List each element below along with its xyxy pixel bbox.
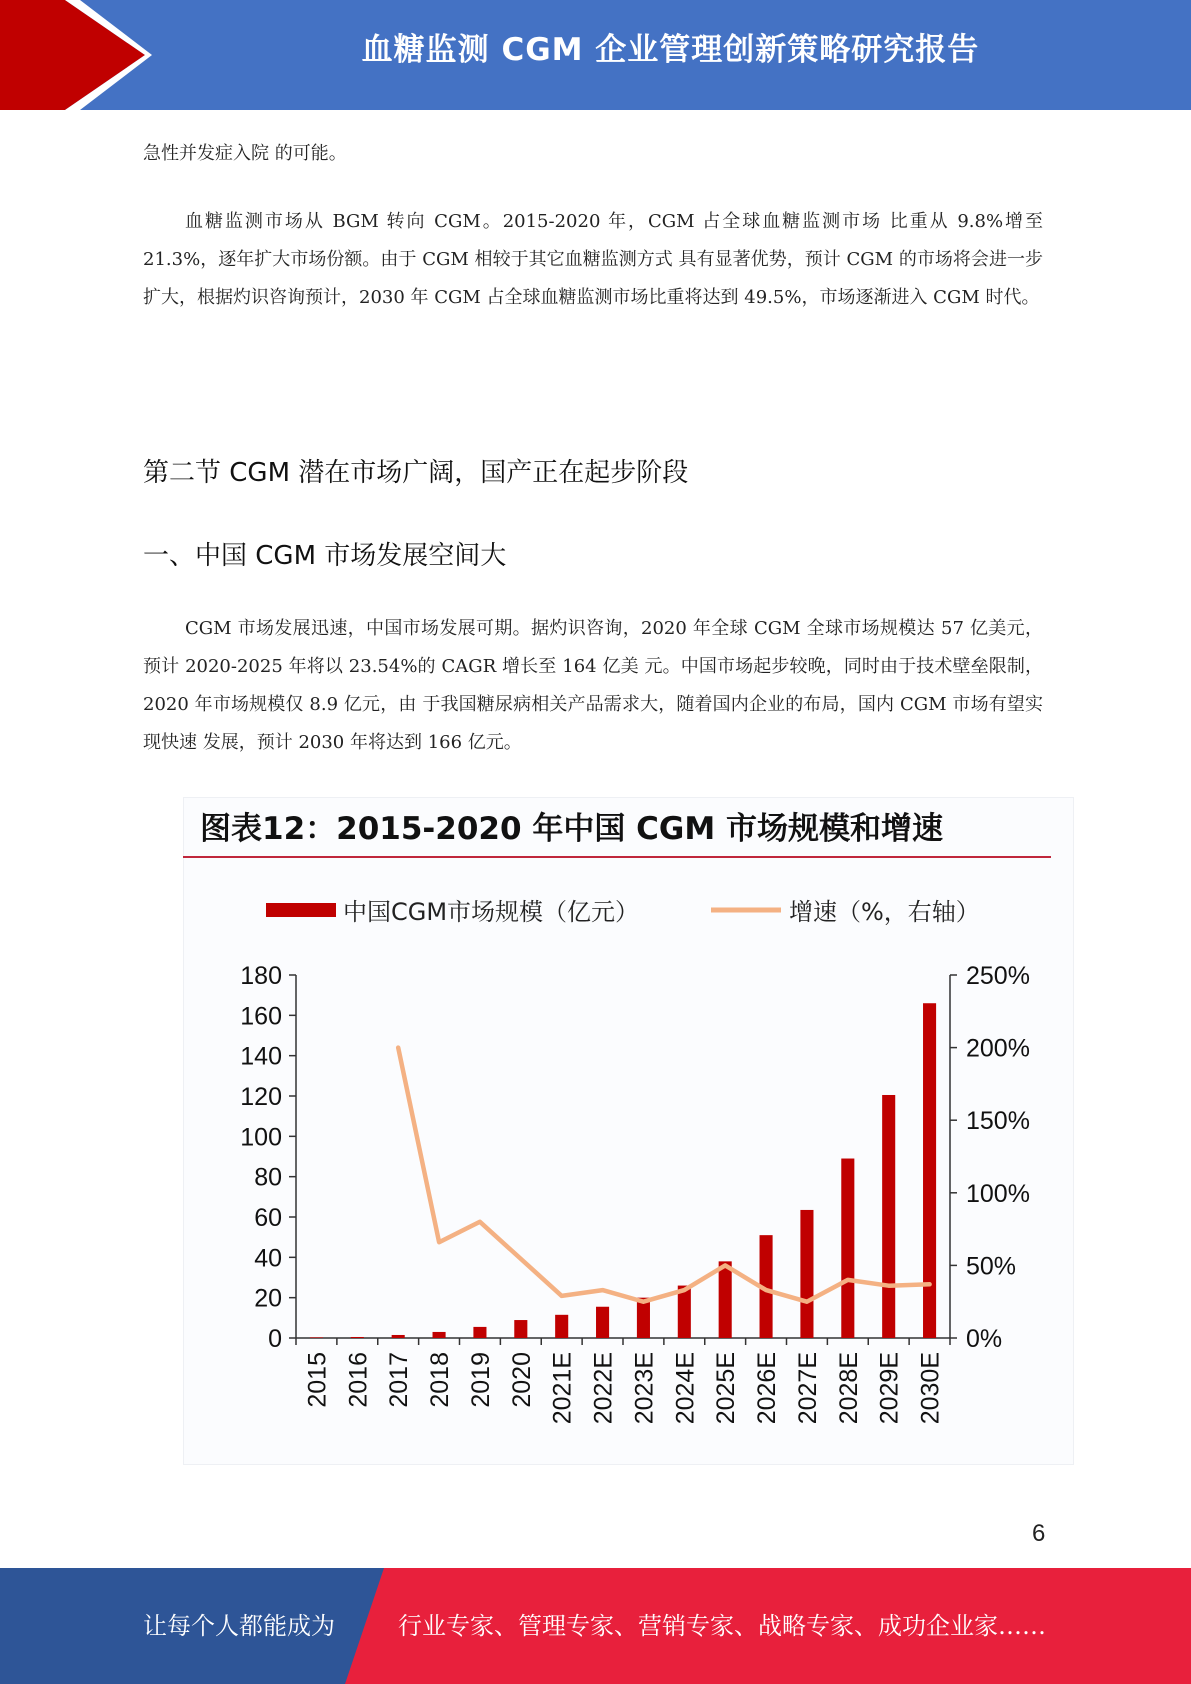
right-tick-label: 150% [966, 1107, 1030, 1136]
x-category-label: 2018 [426, 1352, 455, 1408]
right-tick-label: 250% [966, 962, 1030, 990]
chart-title: 图表12：2015-2020 年中国 CGM 市场规模和增速 [200, 811, 943, 847]
subsection-heading: 一、中国 CGM 市场发展空间大 [143, 541, 507, 571]
page-number: 6 [1032, 1520, 1046, 1547]
right-tick-label: 0% [966, 1325, 1003, 1353]
bar-2028E [841, 1159, 854, 1338]
paragraph-3: CGM 市场发展迅速，中国市场发展可期。据灼识咨询，2020 年全球 CGM 全球市场规模达 57 亿美元，预计 2020-2025 年将以 23.54%的 CAGR 增长至 164 亿美 元。中国市场起步较晚，同时由于技术壁垒限制，2020 年市场规模仅 8.9 亿元，由 于我国糖尿病相关产品需求大，随着国内企业的布局，国内 CGM 市场有望实现快速 发展，预计 2030 年将达到 166 亿元。 [143, 618, 1043, 753]
left-tick-label: 120 [240, 1083, 282, 1111]
section-heading: 第二节 CGM 潜在市场广阔，国产正在起步阶段 [143, 458, 689, 488]
legend-bar-swatch [266, 903, 336, 917]
x-category-label: 2021E [548, 1352, 577, 1425]
right-tick-label: 200% [966, 1034, 1030, 1063]
x-category-label: 2020 [507, 1352, 536, 1408]
page-footer [0, 1568, 1191, 1684]
market-size-chart [183, 870, 1072, 1460]
page-header [0, 0, 1191, 110]
right-tick-label: 100% [966, 1179, 1030, 1208]
bar-2030E [923, 1003, 936, 1338]
x-category-label: 2016 [344, 1352, 373, 1408]
bar-2019 [473, 1327, 486, 1338]
x-category-label: 2024E [671, 1352, 700, 1425]
x-category-label: 2025E [712, 1352, 741, 1425]
chart-axes [240, 962, 1030, 1424]
left-tick-label: 80 [254, 1163, 282, 1192]
x-category-label: 2027E [793, 1352, 822, 1425]
legend-line-label: 增速（%，右轴） [789, 898, 980, 926]
footer-slogan-right: 行业专家、管理专家、营销专家、战略专家、成功企业家…… [398, 1612, 1046, 1640]
bar-2021E [555, 1315, 568, 1338]
right-tick-label: 50% [966, 1252, 1017, 1281]
left-tick-label: 20 [254, 1284, 282, 1313]
left-tick-label: 140 [240, 1042, 282, 1071]
x-category-label: 2022E [589, 1352, 618, 1425]
x-category-label: 2023E [630, 1352, 659, 1425]
header-arrow-icon [0, 0, 160, 110]
left-tick-label: 40 [254, 1244, 282, 1273]
paragraph-1: 急性并发症入院 的可能。 [143, 143, 347, 164]
bar-2016 [351, 1337, 364, 1338]
x-category-label: 2015 [303, 1352, 332, 1408]
header-title: 血糖监测 CGM 企业管理创新策略研究报告 [361, 32, 980, 68]
left-tick-label: 160 [240, 1002, 282, 1031]
bar-2029E [882, 1095, 895, 1338]
bar-2025E [719, 1261, 732, 1338]
paragraph-2: 血糖监测市场从 BGM 转向 CGM。2015-2020 年，CGM 占全球血糖监测市场 比重从 9.8%增至 21.3%，逐年扩大市场份额。由于 CGM 相较于其它血糖监测方式 具有显著优势，预计 CGM 的市场将会进一步扩大，根据灼识咨询预计，2030 年 CGM 占全球血糖监测市场比重将达到 49.5%，市场逐渐进入 CGM 时代。 [143, 211, 1043, 308]
x-category-label: 2026E [753, 1352, 782, 1425]
bar-2015 [310, 1337, 323, 1338]
bar-2027E [800, 1210, 813, 1338]
chart-bars [310, 1003, 936, 1338]
x-category-label: 2017 [385, 1352, 414, 1408]
left-tick-label: 0 [268, 1325, 282, 1353]
x-category-label: 2028E [834, 1352, 863, 1425]
bar-2020 [514, 1320, 527, 1338]
chart-title-rule [183, 856, 1051, 858]
x-category-label: 2029E [875, 1352, 904, 1425]
bar-2017 [392, 1335, 405, 1338]
legend-bar-label: 中国CGM市场规模（亿元） [343, 898, 640, 926]
left-tick-label: 180 [240, 962, 282, 990]
x-category-label: 2030E [916, 1352, 945, 1425]
x-category-label: 2019 [466, 1352, 495, 1408]
bar-2022E [596, 1307, 609, 1338]
footer-slogan-left: 让每个人都能成为 [143, 1612, 335, 1640]
chart-legend [266, 898, 980, 926]
left-tick-label: 100 [240, 1123, 282, 1152]
bar-2018 [433, 1332, 446, 1338]
left-tick-label: 60 [254, 1204, 282, 1232]
